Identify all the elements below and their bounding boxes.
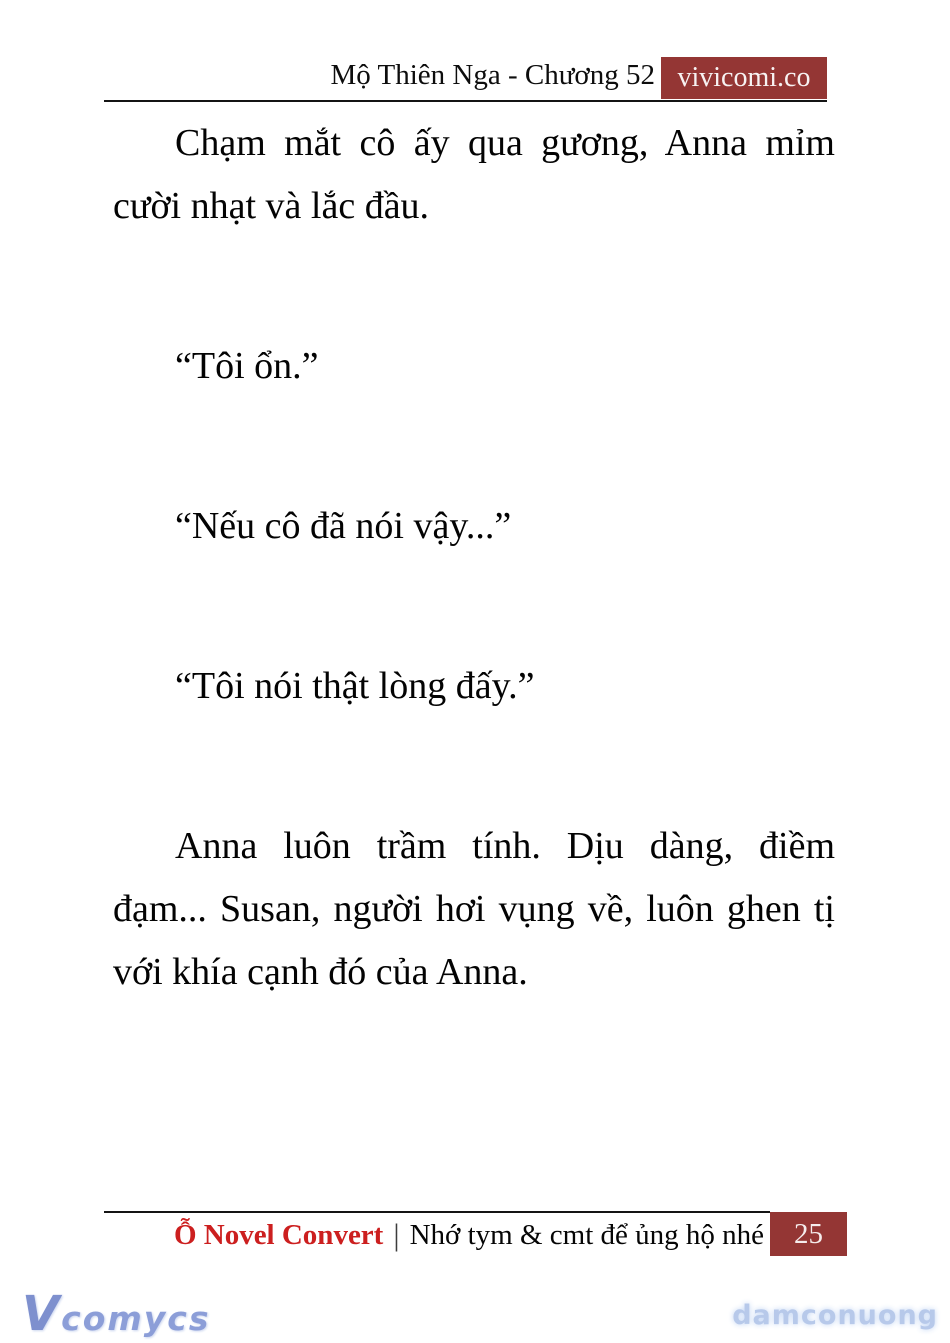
paragraph: “Tôi nói thật lòng đấy.” <box>175 665 535 707</box>
vcomycs-watermark-logo: Vcomycs <box>22 1286 211 1342</box>
chapter-body <box>113 112 835 1004</box>
paragraph: “Nếu cô đã nói vậy...” <box>175 505 512 547</box>
footer-note: Nhớ tym & cmt để ủng hộ nhé <box>409 1218 764 1251</box>
paragraph: Chạm mắt cô ấy qua gương, Anna mỉm cười nhạt và lắc đầu. <box>113 122 835 227</box>
footer-separator: | <box>393 1217 400 1252</box>
paragraph: “Tôi ổn.” <box>175 345 319 387</box>
page-number: 25 <box>770 1212 847 1256</box>
novel-convert-brand: Ỗ Novel Convert <box>173 1218 384 1251</box>
site-badge: vivicomi.co <box>661 57 827 99</box>
header-divider <box>104 100 827 102</box>
chapter-title: Mộ Thiên Nga - Chương 52 <box>330 59 655 91</box>
damconuong-watermark: damconuong <box>732 1300 938 1331</box>
footer-credit <box>104 1213 764 1257</box>
paragraph: Anna luôn trầm tính. Dịu dàng, điềm đạm... Susan, người hơi vụng về, luôn ghen tị với khía cạnh đó của Anna. <box>113 825 835 993</box>
